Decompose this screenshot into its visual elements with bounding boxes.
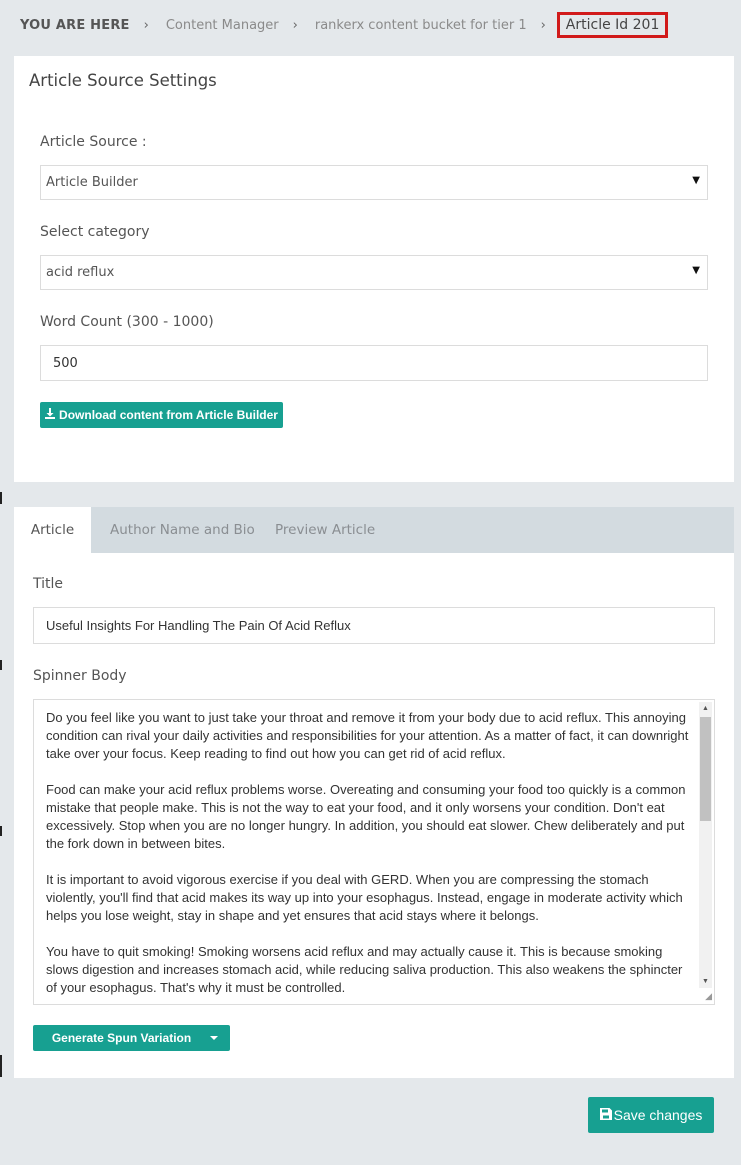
body-paragraph: It is important to avoid vigorous exercise if you deal with GERD. When you are compressing the stomach violently, you'll find that acid makes its way up into your esophagus. Instead, engage in moderate activity which helps you lose weight, stay in shape and yet ensures that acid stays where it belongs. [46, 872, 683, 923]
body-paragraph: Do you feel like you want to just take your throat and remove it from your body due to acid reflux. This annoying condition can rival your daily activities and responsibilities for your attention. As a matter of fact, it can downright take over your focus. Keep reading to find out how you can get rid of acid reflux. [46, 710, 689, 761]
save-button-label: Save changes [613, 1107, 703, 1123]
download-icon [45, 408, 55, 422]
category-select[interactable] [40, 255, 708, 290]
download-button-label: Download content from Article Builder [59, 408, 278, 422]
tab-preview-article[interactable]: Preview Article [275, 522, 376, 538]
caret-down-icon[interactable] [210, 1036, 218, 1040]
edge-mark [0, 492, 2, 504]
article-panel [14, 507, 734, 1078]
category-label: Select category [40, 224, 150, 240]
chevron-right-icon: › [292, 17, 298, 33]
tab-bar [14, 507, 734, 553]
download-content-button[interactable] [40, 402, 283, 428]
body-paragraph: Food can make your acid reflux problems worse. Overeating and consuming your food too quickly is a common mistake that people make. This is not the way to eat your food, and it only worsens your condition. Don't eat excessively. Stop when you are no longer hungry. In addition, you should eat slower. Chew deliberately and put the fork down in between bites. [46, 782, 686, 851]
title-label: Title [33, 576, 64, 592]
article-source-value: Article Builder [46, 175, 138, 190]
breadcrumb-item-bucket[interactable]: rankerx content bucket for tier 1 [314, 17, 527, 33]
tab-author-name-and-bio[interactable]: Author Name and Bio [110, 522, 255, 538]
article-source-settings-panel [14, 56, 734, 482]
breadcrumb-item-content-manager[interactable]: Content Manager [165, 17, 279, 33]
title-input[interactable] [33, 607, 715, 644]
edge-mark [0, 826, 2, 836]
chevron-right-icon: › [143, 17, 149, 33]
category-value: acid reflux [46, 265, 115, 280]
spinner-body-textarea[interactable] [33, 699, 715, 1005]
article-source-label: Article Source : [40, 134, 147, 150]
panel-title: Article Source Settings [29, 71, 217, 90]
edge-mark [0, 1055, 2, 1077]
word-count-input[interactable] [40, 345, 708, 381]
breadcrumb-label: YOU ARE HERE [20, 17, 130, 33]
textarea-scrollbar[interactable] [699, 702, 712, 988]
generate-button-label: Generate Spun Variation [51, 1031, 192, 1045]
scroll-down-arrow-icon[interactable]: ▼ [702, 978, 709, 985]
article-source-select[interactable] [40, 165, 708, 200]
spinner-body-content [46, 709, 696, 1005]
scrollbar-thumb[interactable] [700, 717, 711, 821]
tab-article[interactable]: Article [14, 507, 91, 553]
floppy-disk-icon [600, 1108, 612, 1123]
body-paragraph: You have to quit smoking! Smoking worsens acid reflux and may actually cause it. This is because smoking slows digestion and increases stomach acid, while reducing saliva production. This also weakens the sphincter of your esophagus. That's why it must be controlled. [46, 944, 683, 995]
word-count-value: 500 [53, 355, 78, 371]
resize-handle-icon[interactable]: ◢ [705, 991, 712, 1001]
breadcrumb-current: Article Id 201 [557, 12, 669, 38]
scroll-up-arrow-icon[interactable]: ▲ [702, 705, 709, 712]
chevron-right-icon: › [540, 17, 546, 33]
word-count-label: Word Count (300 - 1000) [40, 314, 214, 330]
caret-down-icon: ▼ [692, 175, 700, 186]
save-changes-button[interactable] [588, 1097, 714, 1133]
generate-spun-variation-button[interactable] [33, 1025, 230, 1051]
title-value: Useful Insights For Handling The Pain Of Acid Reflux [46, 618, 351, 633]
breadcrumb [0, 0, 741, 50]
edge-mark [0, 660, 2, 670]
spinner-body-label: Spinner Body [33, 668, 127, 684]
caret-down-icon: ▼ [692, 265, 700, 276]
